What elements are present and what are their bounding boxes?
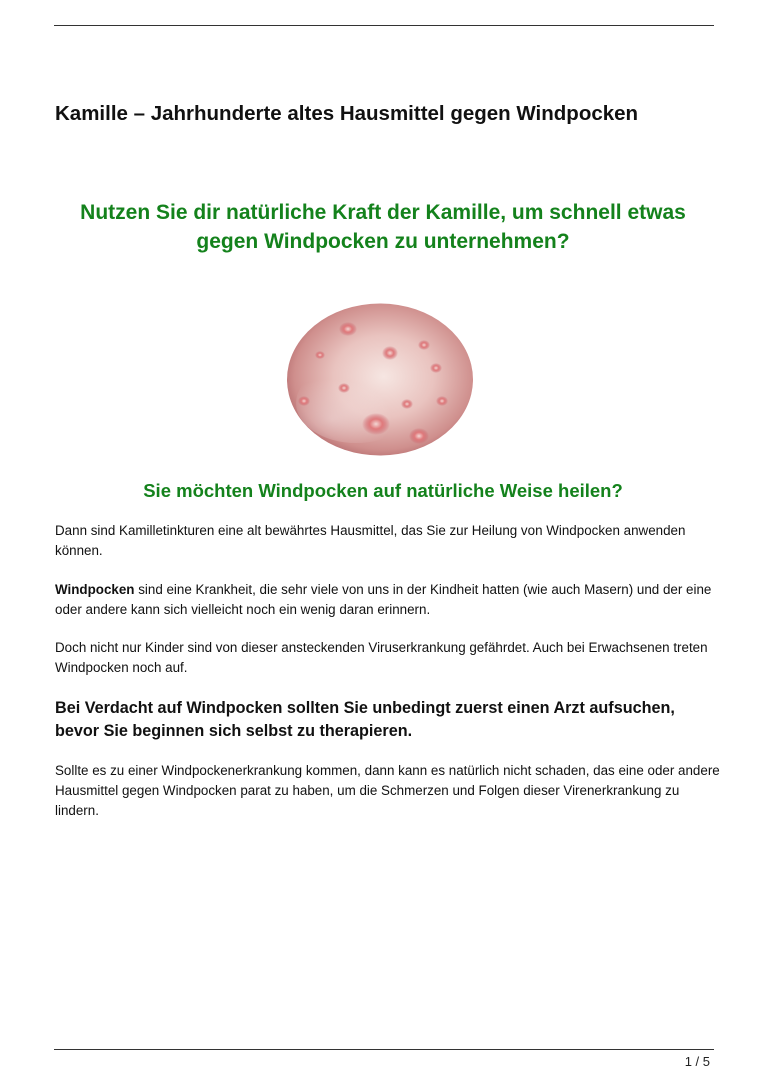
paragraph-windpocken-rest: sind eine Krankheit, die sehr viele von uns in der Kindheit hatten (wie auch Masern) und der eine oder andere kann sich vielleicht noch ein wenig daran erinnern. xyxy=(55,582,712,617)
page-number: 1 / 5 xyxy=(684,1054,710,1069)
page-title: Kamille – Jahrhunderte altes Hausmittel gegen Windpocken xyxy=(55,102,639,125)
warning-paragraph: Bei Verdacht auf Windpocken sollten Sie unbedingt zuerst einen Arzt aufsuchen, bevor Sie beginnen sich selbst zu therapieren. xyxy=(55,699,675,740)
paragraph-home-remedy: Sollte es zu einer Windpockenerkrankung kommen, dann kann es natürlich nicht schaden, das eine oder andere Hausmittel gegen Windpocken parat zu haben, um die Schmerzen und Folgen dieser Virenerkrankung zu lindern. xyxy=(55,763,720,818)
section-heading: Sie möchten Windpocken auf natürliche Weise heilen? xyxy=(143,480,623,501)
paragraph-windpocken-bold: Windpocken xyxy=(55,582,135,597)
footer-rule xyxy=(54,1049,714,1050)
header-rule xyxy=(54,25,714,26)
chickenpox-skin-photo xyxy=(286,303,474,456)
paragraph-windpocken xyxy=(55,580,720,620)
paragraph-adults: Doch nicht nur Kinder sind von dieser ansteckenden Viruserkrankung gefährdet. Auch bei Erwachsenen treten Windpocken noch auf. xyxy=(55,640,708,675)
subtitle: Nutzen Sie dir natürliche Kraft der Kamille, um schnell etwas gegen Windpocken zu unternehmen? xyxy=(80,201,686,253)
paragraph-intro: Dann sind Kamilletinkturen eine alt bewährtes Hausmittel, das Sie zur Heilung von Windpocken anwenden können. xyxy=(55,523,686,558)
